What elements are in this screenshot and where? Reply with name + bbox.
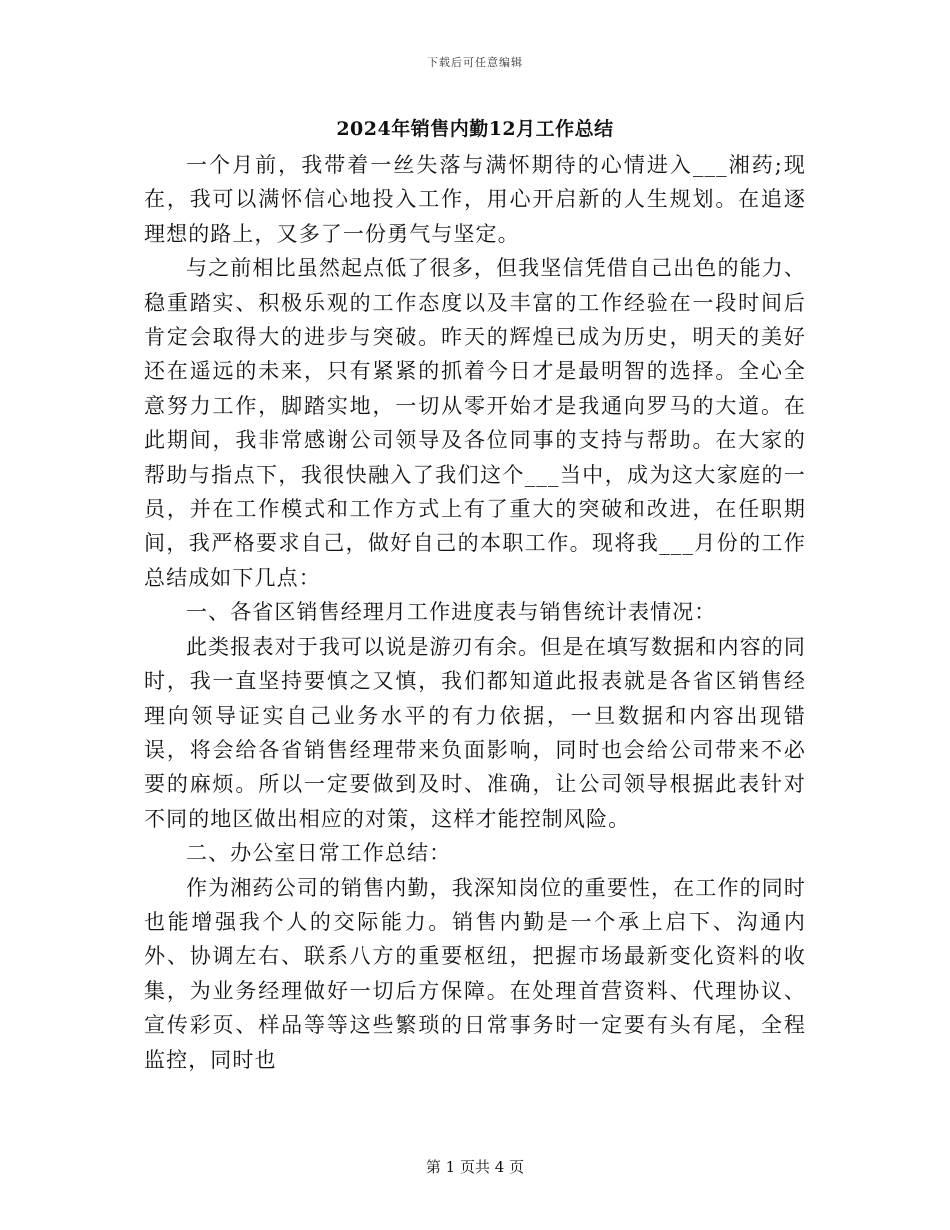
page-number: 第 1 页共 4 页 xyxy=(425,1158,525,1176)
paragraph-office-work: 作为湘药公司的销售内勤，我深知岗位的重要性，在工作的同时也能增强我个人的交际能力。销售内勤是一个承上启下、沟通内外、协调左右、联系八方的重要枢纽，把握市场最新变化资料的收集，为业务经理做好一切后方保障。在处理首营资料、代理协议、宣传彩页、样品等等这些繁琐的日常事务时一定要有头有尾，全程监控，同时也 xyxy=(144,875,806,1072)
document-body xyxy=(144,148,806,1077)
paragraph-progress: 与之前相比虽然起点低了很多，但我坚信凭借自己出色的能力、稳重踏实、积极乐观的工作态度以及丰富的工作经验在一段时间后肯定会取得大的进步与突破。昨天的辉煌已成为历史，明天的美好还在遥远的未来，只有紧紧的抓着今日才是最明智的选择。全心全意努力工作，脚踏实地，一切从零开始才是我通向罗马的大道。在此期间，我非常感谢公司领导及各位同事的支持与帮助。在大家的帮助与指点下，我很快融入了我们这个___当中，成为这大家庭的一员，并在工作模式和工作方式上有了重大的突破和改进，在任职期间，我严格要求自己，做好自己的本职工作。现将我___月份的工作总结成如下几点： xyxy=(144,256,806,590)
section-heading-2: 二、办公室日常工作总结： xyxy=(186,841,452,866)
page-footer xyxy=(0,1156,950,1177)
section-heading-1: 一、各省区销售经理月工作进度表与销售统计表情况： xyxy=(186,600,717,625)
document-title: 2024年销售内勤12月工作总结 xyxy=(336,118,614,140)
paragraph-reports: 此类报表对于我可以说是游刃有余。但是在填写数据和内容的同时，我一直坚持要慎之又慎，我们都知道此报表就是各省区销售经理向领导证实自己业务水平的有力依据，一旦数据和内容出现错误，将会给各省销售经理带来负面影响，同时也会给公司带来不必要的麻烦。所以一定要做到及时、准确，让公司领导根据此表针对不同的地区做出相应的对策，这样才能控制风险。 xyxy=(144,634,806,831)
paragraph-intro: 一个月前，我带着一丝失落与满怀期待的心情进入___湘药;现在，我可以满怀信心地投入工作，用心开启新的人生规划。在追逐理想的路上，又多了一份勇气与坚定。 xyxy=(144,153,806,246)
header-note: 下载后可任意编辑 xyxy=(427,56,523,69)
